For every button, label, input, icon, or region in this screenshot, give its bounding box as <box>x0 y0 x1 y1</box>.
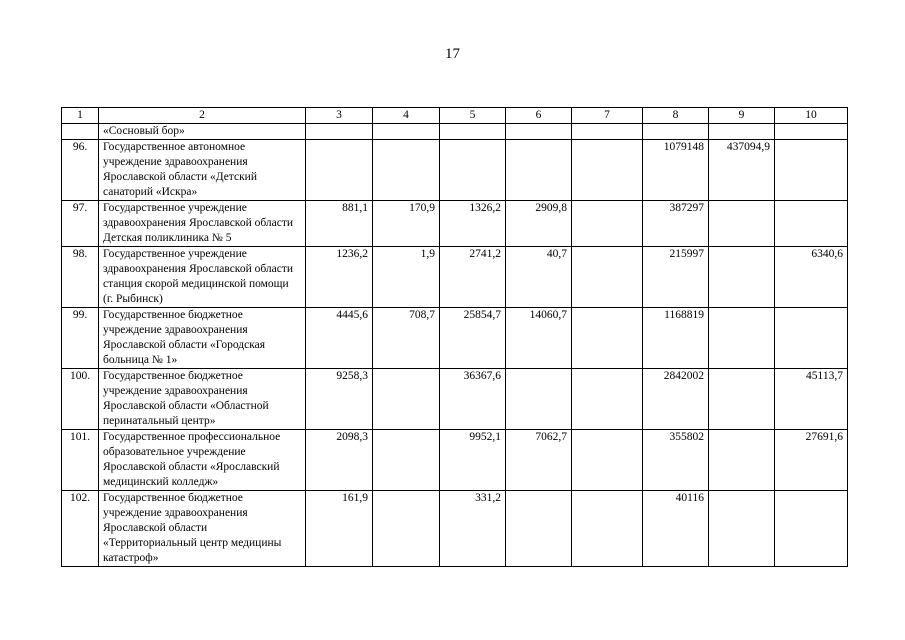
value-cell-col-5: 36367,6 <box>440 369 506 430</box>
value-cell-col-5: 25854,7 <box>440 308 506 369</box>
value-cell-col-3: 161,9 <box>306 491 373 567</box>
institution-name: Государственное профессиональное образовательное учреждение Ярославской области «Ярославский медицинский колледж» <box>99 430 306 491</box>
value-cell-col-9 <box>709 308 775 369</box>
value-cell-col-10 <box>775 308 848 369</box>
column-header: 9 <box>709 108 775 124</box>
value-cell-col-9 <box>709 201 775 247</box>
value-cell-col-4: 170,9 <box>373 201 440 247</box>
table-header-row <box>62 108 848 124</box>
row-number: 100. <box>62 369 99 430</box>
table-row <box>62 140 848 201</box>
column-header: 1 <box>62 108 99 124</box>
column-header: 8 <box>643 108 709 124</box>
value-cell-col-5: 331,2 <box>440 491 506 567</box>
column-header: 6 <box>506 108 572 124</box>
page-number: 17 <box>445 46 460 62</box>
value-cell-col-7 <box>572 140 643 201</box>
value-cell-col-8: 215997 <box>643 247 709 308</box>
column-header: 4 <box>373 108 440 124</box>
row-number: 97. <box>62 201 99 247</box>
row-number: 99. <box>62 308 99 369</box>
value-cell-col-3 <box>306 124 373 140</box>
value-cell-col-3: 4445,6 <box>306 308 373 369</box>
value-cell-col-7 <box>572 369 643 430</box>
table-row <box>62 124 848 140</box>
value-cell-col-4 <box>373 140 440 201</box>
value-cell-col-6 <box>506 124 572 140</box>
value-cell-col-8: 1079148 <box>643 140 709 201</box>
value-cell-col-7 <box>572 124 643 140</box>
institution-name: «Сосновый бор» <box>99 124 306 140</box>
value-cell-col-10 <box>775 124 848 140</box>
value-cell-col-5 <box>440 140 506 201</box>
column-header: 10 <box>775 108 848 124</box>
value-cell-col-3: 9258,3 <box>306 369 373 430</box>
value-cell-col-4 <box>373 430 440 491</box>
value-cell-col-10: 45113,7 <box>775 369 848 430</box>
value-cell-col-3: 1236,2 <box>306 247 373 308</box>
column-header: 7 <box>572 108 643 124</box>
value-cell-col-8: 355802 <box>643 430 709 491</box>
institution-name: Государственное автономное учреждение здравоохранения Ярославской области «Детский санаторий «Искра» <box>99 140 306 201</box>
value-cell-col-3 <box>306 140 373 201</box>
value-cell-col-10 <box>775 491 848 567</box>
value-cell-col-8 <box>643 124 709 140</box>
table-row <box>62 201 848 247</box>
value-cell-col-7 <box>572 308 643 369</box>
value-cell-col-7 <box>572 201 643 247</box>
institution-name: Государственное учреждение здравоохранения Ярославской области Детская поликлиника № 5 <box>99 201 306 247</box>
value-cell-col-4 <box>373 124 440 140</box>
value-cell-col-10: 6340,6 <box>775 247 848 308</box>
data-table <box>61 107 848 567</box>
value-cell-col-5: 1326,2 <box>440 201 506 247</box>
value-cell-col-9: 437094,9 <box>709 140 775 201</box>
value-cell-col-8: 387297 <box>643 201 709 247</box>
value-cell-col-9 <box>709 491 775 567</box>
row-number <box>62 124 99 140</box>
institution-name: Государственное бюджетное учреждение здравоохранения Ярославской области «Областной перинатальный центр» <box>99 369 306 430</box>
value-cell-col-6: 14060,7 <box>506 308 572 369</box>
value-cell-col-7 <box>572 491 643 567</box>
value-cell-col-4 <box>373 369 440 430</box>
value-cell-col-5: 2741,2 <box>440 247 506 308</box>
value-cell-col-5 <box>440 124 506 140</box>
value-cell-col-5: 9952,1 <box>440 430 506 491</box>
value-cell-col-8: 40116 <box>643 491 709 567</box>
value-cell-col-6 <box>506 369 572 430</box>
institution-name: Государственное учреждение здравоохранения Ярославской области станция скорой медицинской помощи (г. Рыбинск) <box>99 247 306 308</box>
table-row <box>62 491 848 567</box>
value-cell-col-7 <box>572 430 643 491</box>
value-cell-col-6: 2909,8 <box>506 201 572 247</box>
column-header: 5 <box>440 108 506 124</box>
value-cell-col-3: 881,1 <box>306 201 373 247</box>
table-row <box>62 430 848 491</box>
value-cell-col-6: 7062,7 <box>506 430 572 491</box>
table-row <box>62 247 848 308</box>
value-cell-col-6 <box>506 140 572 201</box>
value-cell-col-9 <box>709 124 775 140</box>
value-cell-col-4 <box>373 491 440 567</box>
value-cell-col-7 <box>572 247 643 308</box>
table-row <box>62 308 848 369</box>
row-number: 98. <box>62 247 99 308</box>
value-cell-col-4: 1,9 <box>373 247 440 308</box>
row-number: 102. <box>62 491 99 567</box>
value-cell-col-6 <box>506 491 572 567</box>
value-cell-col-9 <box>709 430 775 491</box>
table-row <box>62 369 848 430</box>
column-header: 2 <box>99 108 306 124</box>
row-number: 96. <box>62 140 99 201</box>
value-cell-col-8: 2842002 <box>643 369 709 430</box>
institution-name: Государственное бюджетное учреждение здравоохранения Ярославской области «Территориальный центр медицины катастроф» <box>99 491 306 567</box>
value-cell-col-10 <box>775 140 848 201</box>
value-cell-col-3: 2098,3 <box>306 430 373 491</box>
column-header: 3 <box>306 108 373 124</box>
value-cell-col-9 <box>709 369 775 430</box>
value-cell-col-4: 708,7 <box>373 308 440 369</box>
value-cell-col-9 <box>709 247 775 308</box>
value-cell-col-6: 40,7 <box>506 247 572 308</box>
value-cell-col-10: 27691,6 <box>775 430 848 491</box>
institution-name: Государственное бюджетное учреждение здравоохранения Ярославской области «Городская больница № 1» <box>99 308 306 369</box>
value-cell-col-10 <box>775 201 848 247</box>
row-number: 101. <box>62 430 99 491</box>
value-cell-col-8: 1168819 <box>643 308 709 369</box>
